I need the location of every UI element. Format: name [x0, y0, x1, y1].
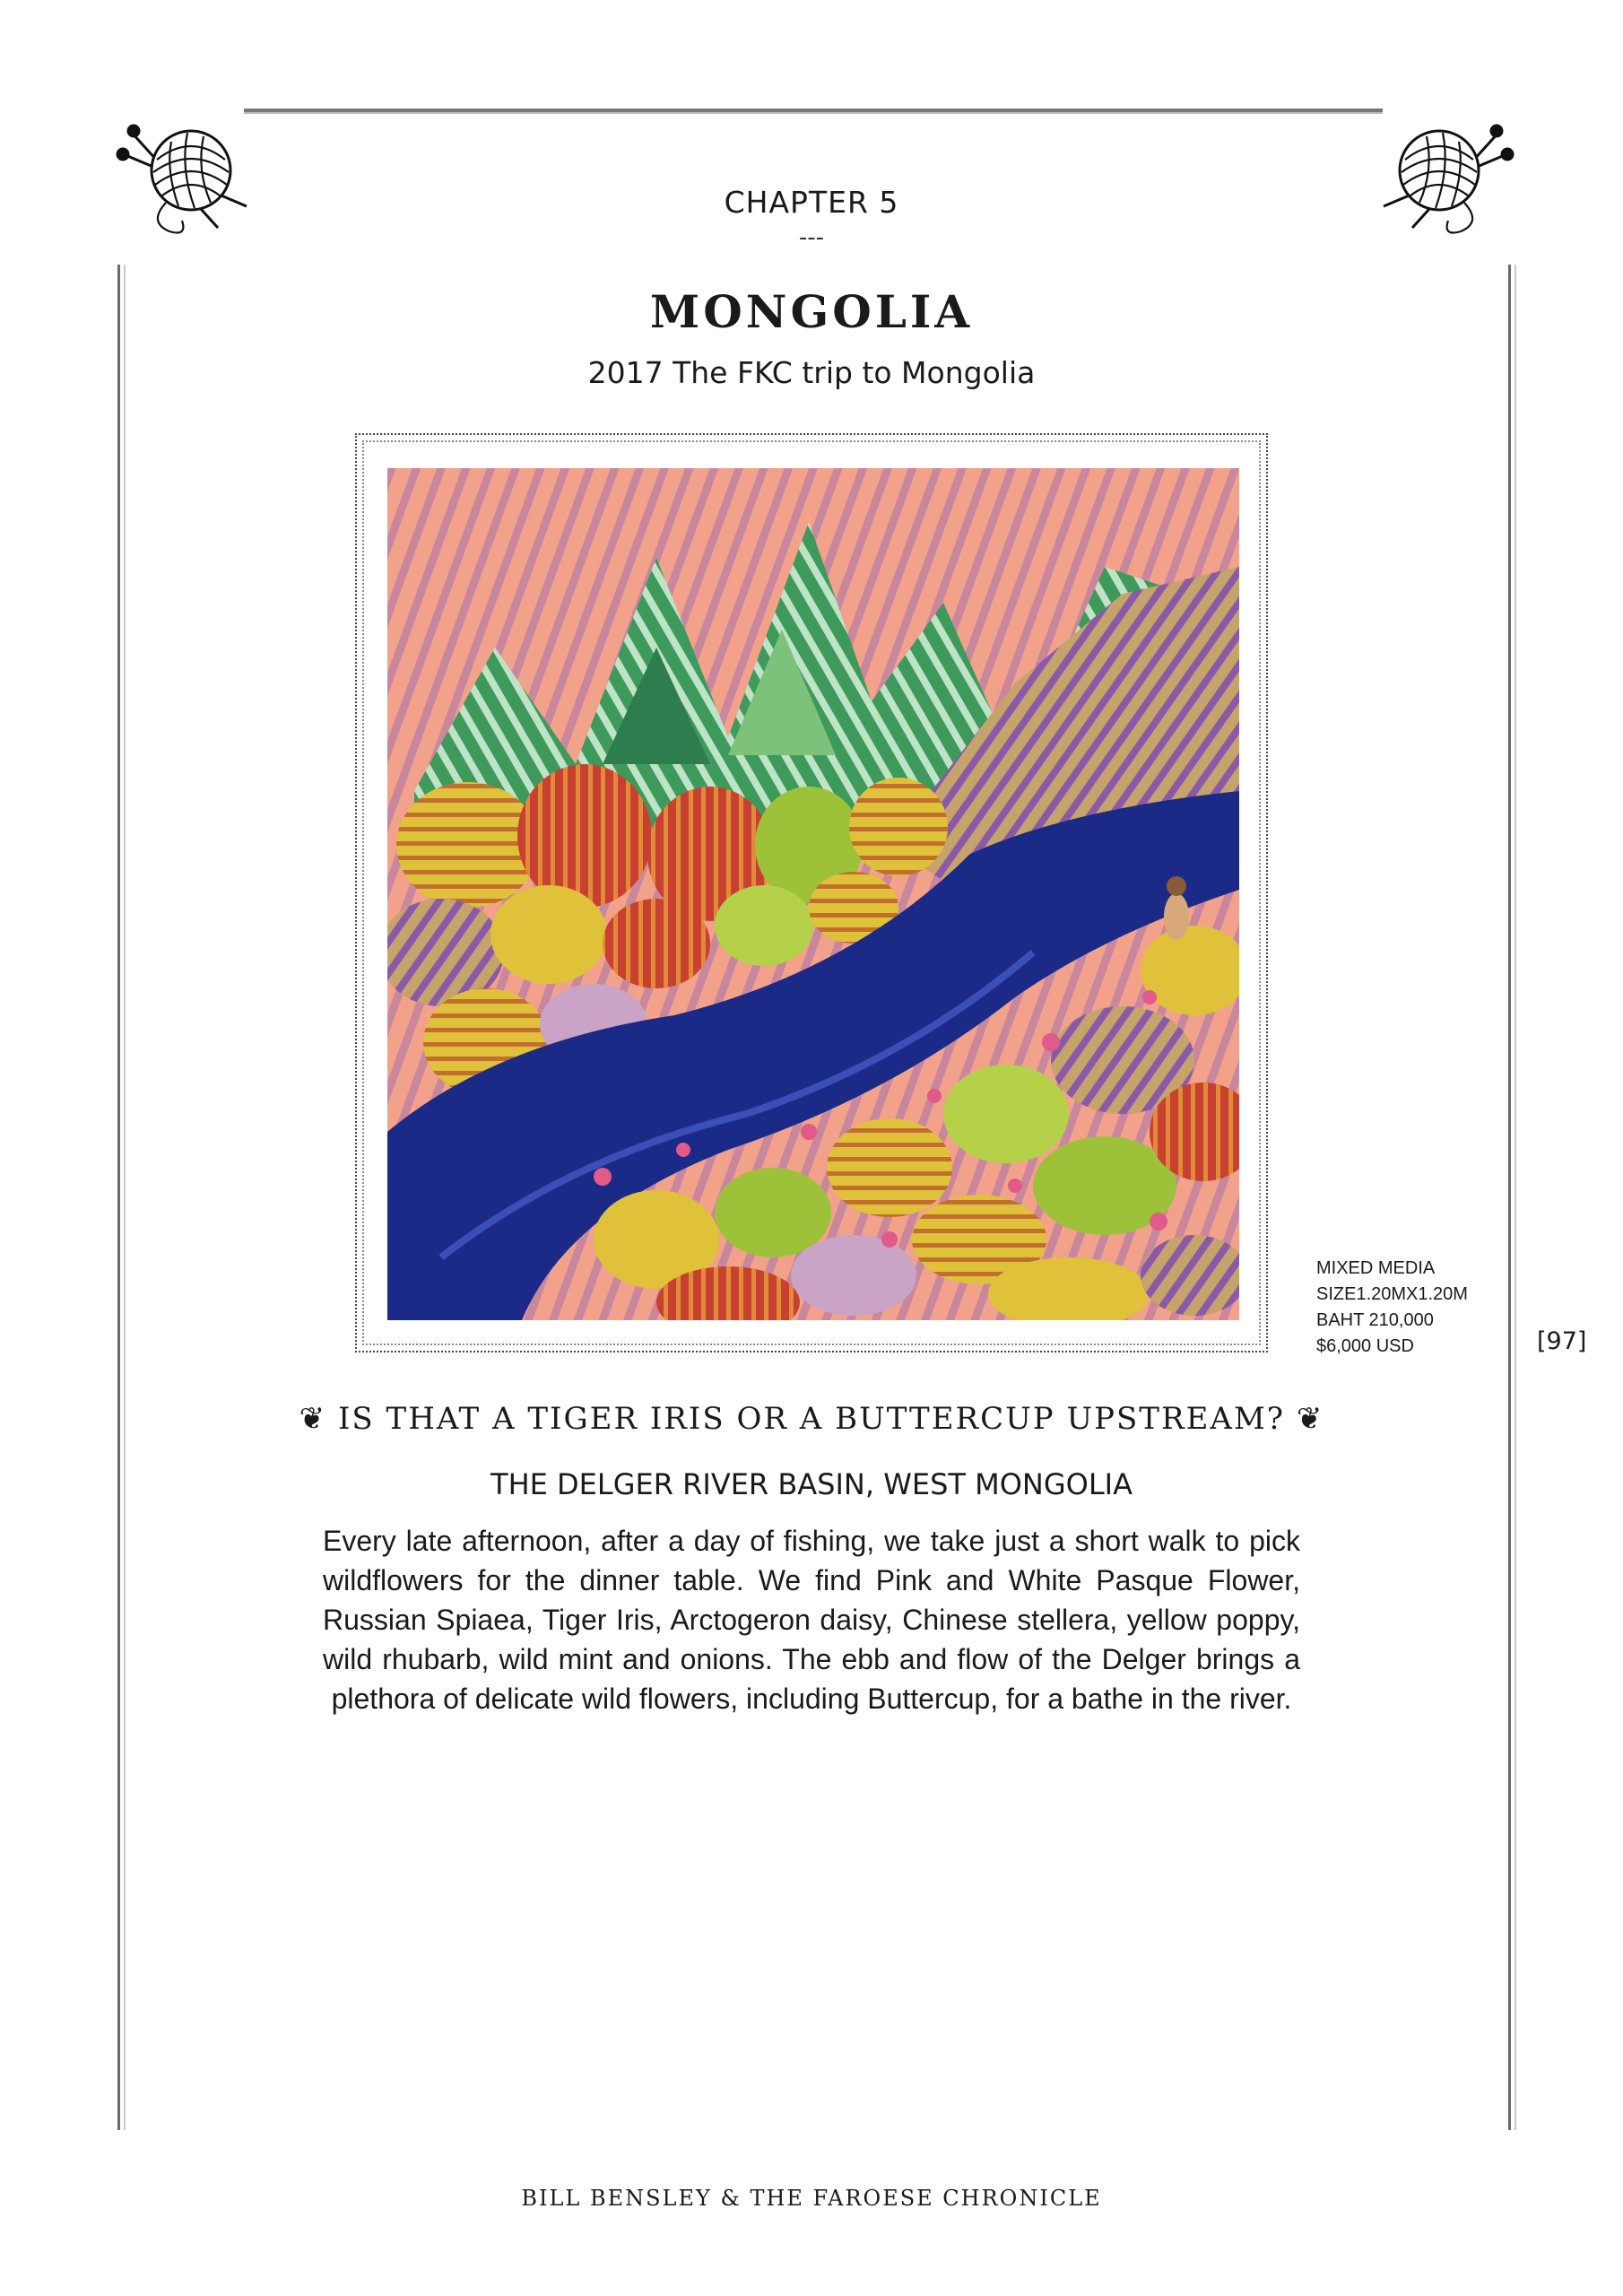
- painting-signature: BENSLEY: [441, 1284, 507, 1301]
- caption-price-usd: $6,000 USD: [1316, 1336, 1414, 1356]
- artwork-caption: [1316, 1256, 1468, 1360]
- chapter-label: CHAPTER 5: [724, 185, 899, 220]
- yarn-ball-needles-icon: [112, 106, 265, 240]
- fleur-ornament-icon: ❦: [299, 1401, 327, 1437]
- yarn-ball-needles-icon: [1366, 106, 1518, 240]
- caption-size: SIZE1.20MX1.20M: [1316, 1284, 1468, 1304]
- page-number: [97]: [1537, 1327, 1587, 1355]
- page-subtitle: 2017 The FKC trip to Mongolia: [587, 355, 1036, 390]
- section-heading-text: IS THAT A TIGER IRIS OR A BUTTERCUP UPSTREAM?: [337, 1401, 1285, 1437]
- top-border-rule: [244, 109, 1383, 114]
- right-border-rule: [1508, 265, 1511, 2130]
- section-location: THE DELGER RIVER BASIN, WEST MONGOLIA: [490, 1467, 1133, 1501]
- left-border-rule: [117, 265, 120, 2130]
- page-title: MONGOLIA: [649, 285, 974, 338]
- caption-medium: MIXED MEDIA: [1316, 1258, 1436, 1278]
- caption-price-baht: BAHT 210,000: [1316, 1310, 1434, 1330]
- fleur-ornament-icon: ❦: [1296, 1401, 1324, 1437]
- mongolia-landscape-painting: [387, 468, 1239, 1320]
- section-body-text: Every late afternoon, after a day of fishing, we take just a short walk to pick wildflowers for the dinner table. We find Pink and White Pasque Flower, Russian Spiaea, Tiger Iris, Arctogeron daisy, Chinese stellera, yellow poppy, wild rhubarb, wild mint and onions. The ebb and flow of the Delger brings a plethora of delicate wild flowers, including Buttercup, for a bathe in the river.: [323, 1525, 1300, 1715]
- section-heading: [0, 1401, 1623, 1437]
- page-footer: BILL BENSLEY & THE FAROESE CHRONICLE: [521, 2186, 1102, 2211]
- chapter-separator: ---: [798, 224, 825, 251]
